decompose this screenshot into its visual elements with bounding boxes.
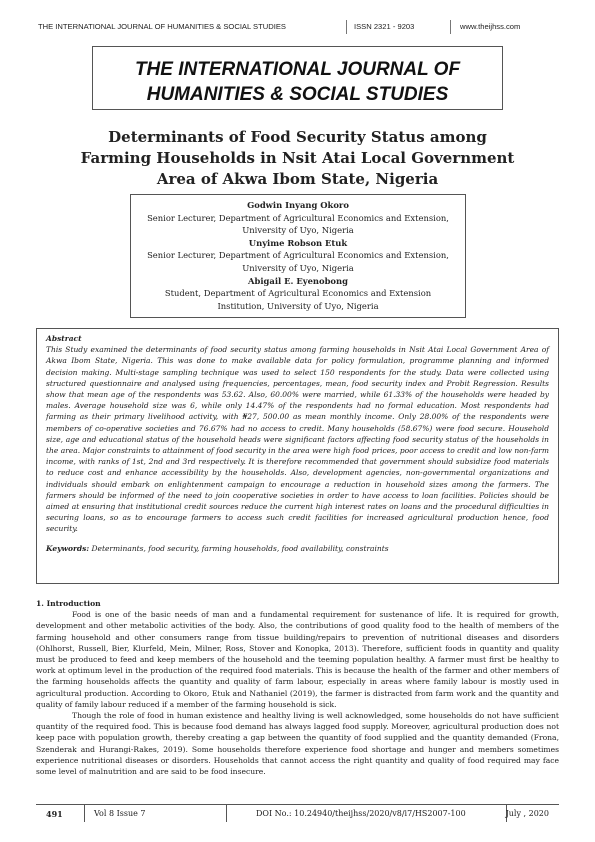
body-paragraph: Though the role of food in human existence and healthy living is well acknowledged, some households do not have sufficient quantity of the required food. This is because food demand has always lagged food supply. Moreover, agricultural production does not keep pace with population growth, thereby creating a gap between the quantity of food supplied and the quantity demanded (Frona, Szenderak and Hurangi-Rakes, 2019). Some households therefore experience food shortage and hunger and members sometimes experience nutritional diseases or disorders. Households that cannot access the right quantity and quality of food required may face some level of malnutrition and are said to be food insecure.	[36, 711, 559, 777]
abstract-keywords	[46, 543, 549, 554]
running-head-divider	[346, 20, 347, 34]
keywords-label: Keywords:	[46, 543, 90, 553]
running-head-divider	[450, 20, 451, 34]
masthead-line: THE INTERNATIONAL JOURNAL OF	[134, 59, 461, 80]
author-name: Unyime Robson Etuk	[248, 237, 348, 248]
journal-masthead	[92, 46, 503, 110]
page-number: 491	[46, 809, 63, 819]
author-affiliation: Student, Department of Agricultural Economics and Extension	[164, 288, 432, 299]
running-head-journal: THE INTERNATIONAL JOURNAL OF HUMANITIES & SOCIAL STUDIES	[38, 22, 286, 31]
footer-date: July , 2020	[505, 809, 549, 818]
footer-doi: DOI No.: 10.24940/theijhss/2020/v8/i7/HS2007-100	[256, 809, 466, 818]
title-line: Determinants of Food Security Status among	[108, 128, 487, 146]
abstract-box	[36, 328, 559, 584]
running-head-issn: ISSN 2321 - 9203	[354, 22, 415, 31]
author-block	[130, 194, 466, 318]
author-name: Godwin Inyang Okoro	[247, 200, 349, 210]
article-title	[60, 127, 535, 190]
author-affiliation: Senior Lecturer, Department of Agricultural Economics and Extension,	[147, 250, 449, 261]
footer-divider	[226, 805, 227, 822]
running-head-website: www.theijhss.com	[460, 22, 521, 31]
section-heading: 1. Introduction	[36, 599, 101, 608]
masthead-line: HUMANITIES & SOCIAL STUDIES	[146, 84, 449, 105]
title-line: Area of Akwa Ibom State, Nigeria	[156, 170, 439, 188]
author-name: Abigail E. Eyenobong	[248, 275, 348, 286]
introduction-section	[36, 598, 559, 777]
abstract-heading: Abstract	[46, 334, 82, 343]
author-affiliation: University of Uyo, Nigeria	[242, 225, 354, 236]
footer-divider	[84, 805, 85, 822]
running-head	[36, 20, 559, 36]
abstract-body: This Study examined the determinants of food security status among farming households in Nsit Atai Local Government Area of Akwa Ibom State, Nigeria. This was done to make available data for policy formulation, programme planning and informed decision making. Multi-stage sampling technique was used to select 150 respondents for the study. Data were collected using structured questionnaire and analysed using frequencies, percentages, mean, food security index and Probit Regression. Results show that mean age of the respondents was 53.62. Also, 60.00% were married, while 61.33% of the households were headed by males. Average household size was 6, while only 14.47% of the respondents had no formal education. Most respondents had farming as their primary livelihood activity, with ₦27, 500.00 as mean monthly income. Only 28.00% of the respondents were members of co-operative societies and 76.67% had no access to credit. Many households (58.67%) were food secure. Household size, age and educational status of the household heads were significant factors affecting food security status of the households in the area. Major constraints to attainment of food security in the area were high food prices, poor access to credit and low non-farm income, with ranks of 1st, 2nd and 3rd respectively. It is therefore recommended that government should subsidize food materials to reduce cost and enhance accessibility by the households. Also, development agencies, non-governmental organizations and individuals should embark on enlightenment campaign to encourage a reduction in household sizes among the farmers. The farmers should be informed of the need to join cooperative societies in order to have access to loan facilities. Policies should be aimed at ensuring that institutional credit sources reduce the current high interest rates on loans and the procedural difficulties in securing loans, so as to encourage farmers to access such credit facilities for increased agricultural production hence, food security.	[46, 345, 549, 534]
keywords-text: Determinants, food security, farming households, food availability, constraints	[91, 543, 389, 553]
footer-volume: Vol 8 Issue 7	[94, 809, 146, 818]
author-affiliation: Senior Lecturer, Department of Agricultural Economics and Extension,	[147, 212, 449, 223]
title-line: Farming Households in Nsit Atai Local Government	[80, 149, 515, 167]
page-footer	[36, 804, 559, 822]
author-affiliation: University of Uyo, Nigeria	[242, 262, 354, 273]
body-paragraph: Food is one of the basic needs of man and a fundamental requirement for sustenance of life. It is required for growth, development and other metabolic activities of the body. Also, the contributions of good quality food to the health of members of the farming household and other consumers range from tissue building/repairs to prevention of nutritional diseases and disorders (Ohlhorst, Russell, Bier, Klurfeld, Mein, Milner, Ross, Stover and Konopka, 2013). Therefore, sufficient foods in quantity and quality must be produced to feed and keep members of the household and the teeming population healthy. A farmer must first be healthy to work at optimum level in the production of the required food materials. This is because the health of the farmer and other members of the farming households affects the quantity and quality of farm labour, especially in areas where family labour is mostly used in agricultural production. According to Okoro, Etuk and Nathaniel (2019), the farmer is distracted from farm work and the quantity and quality of family labour reduced if a member of the farming household is sick.	[36, 610, 559, 709]
author-affiliation: Institution, University of Uyo, Nigeria	[217, 300, 379, 311]
